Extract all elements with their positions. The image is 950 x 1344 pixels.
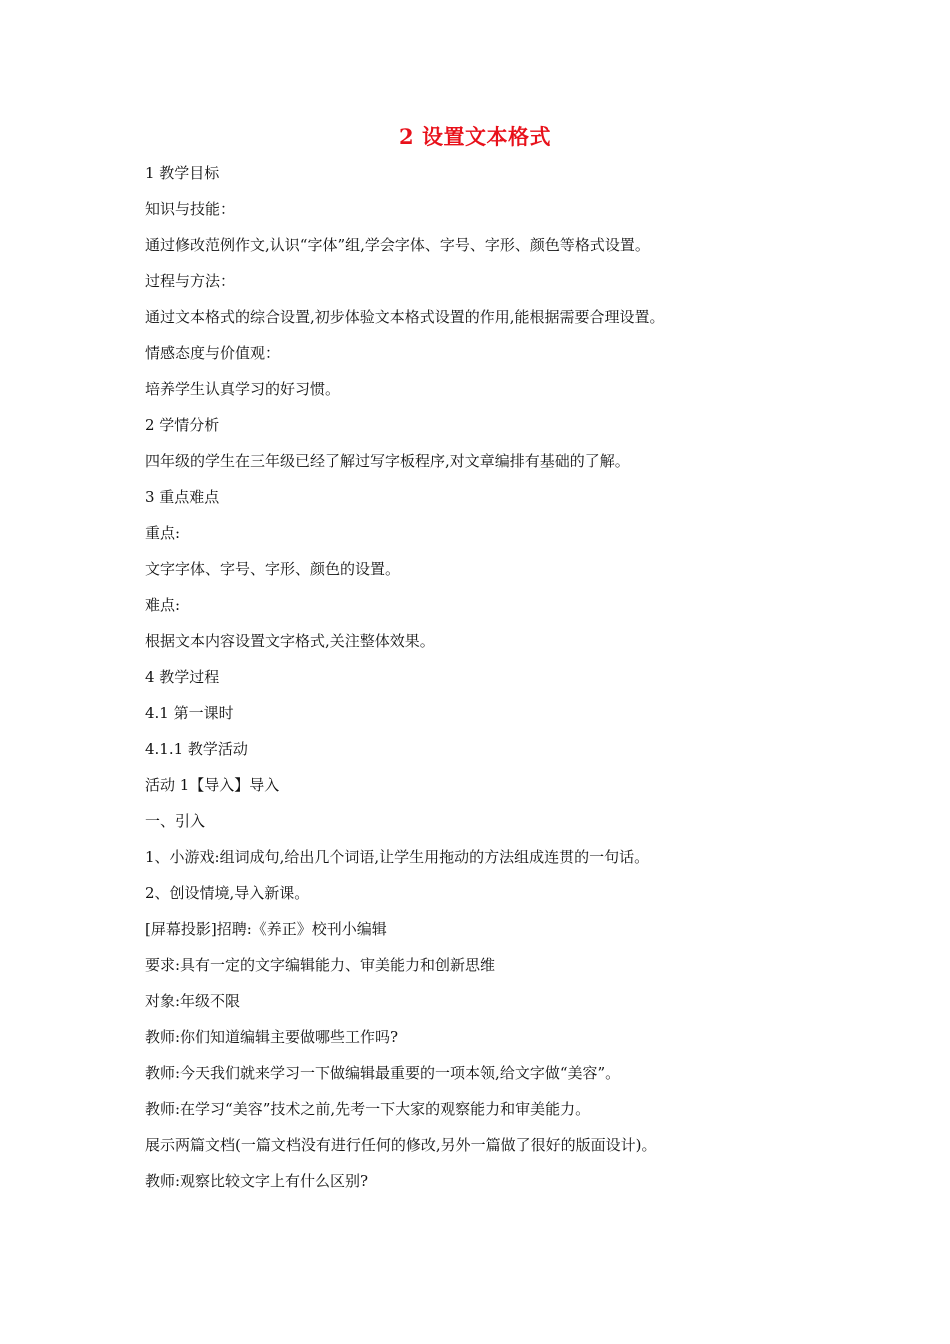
paragraph-target: 对象:年级不限 bbox=[145, 992, 241, 1010]
paragraph-process-methods: 通过文本格式的综合设置,初步体验文本格式设置的作用,能根据需要合理设置。 bbox=[145, 308, 665, 326]
paragraph-teacher-question-2: 教师:观察比较文字上有什么区别? bbox=[145, 1172, 369, 1190]
paragraph-knowledge-skills: 通过修改范例作文,认识“字体”组,学会字体、字号、字形、颜色等格式设置。 bbox=[145, 236, 650, 254]
paragraph-teacher-statement-2: 教师:在学习“美容”技术之前,先考一下大家的观察能力和审美能力。 bbox=[145, 1100, 591, 1118]
paragraph-key-point: 文字字体、字号、字形、颜色的设置。 bbox=[145, 560, 401, 578]
subheading-difficulty: 难点: bbox=[145, 596, 181, 614]
subheading-attitude-values: 情感态度与价值观： bbox=[145, 344, 281, 362]
paragraph-game: 1、小游戏:组词成句,给出几个词语,让学生用拖动的方法组成连贯的一句话。 bbox=[145, 848, 650, 866]
step-introduction: 一、引入 bbox=[145, 812, 206, 830]
paragraph-teacher-question-1: 教师:你们知道编辑主要做哪些工作吗? bbox=[145, 1028, 399, 1046]
section-heading-teaching-process: 4 教学过程 bbox=[145, 668, 220, 686]
paragraph-display-documents: 展示两篇文档(一篇文档没有进行任何的修改,另外一篇做了很好的版面设计)。 bbox=[145, 1136, 657, 1154]
activity-heading: 活动 1【导入】导入 bbox=[145, 776, 280, 794]
subheading-knowledge-skills: 知识与技能： bbox=[145, 200, 236, 218]
paragraph-requirement: 要求:具有一定的文字编辑能力、审美能力和创新思维 bbox=[145, 956, 496, 974]
paragraph-teacher-statement-1: 教师:今天我们就来学习一下做编辑最重要的一项本领,给文字做“美容”。 bbox=[145, 1064, 621, 1082]
paragraph-difficulty: 根据文本内容设置文字格式,关注整体效果。 bbox=[145, 632, 435, 650]
section-heading-key-points: 3 重点难点 bbox=[145, 488, 220, 506]
subsection-first-lesson: 4.1 第一课时 bbox=[145, 704, 234, 722]
document-body bbox=[145, 158, 825, 1202]
subheading-key-point: 重点: bbox=[145, 524, 181, 542]
section-heading-student-analysis: 2 学情分析 bbox=[145, 416, 220, 434]
paragraph-student-analysis: 四年级的学生在三年级已经了解过写字板程序,对文章编排有基础的了解。 bbox=[145, 452, 630, 470]
paragraph-attitude-values: 培养学生认真学习的好习惯。 bbox=[145, 380, 341, 398]
paragraph-scenario: 2、创设情境,导入新课。 bbox=[145, 884, 310, 902]
document-title: 2 设置文本格式 bbox=[399, 124, 551, 149]
section-heading-objectives: 1 教学目标 bbox=[145, 164, 220, 182]
paragraph-projection: [屏幕投影]招聘:《养正》校刊小编辑 bbox=[145, 920, 387, 938]
subheading-process-methods: 过程与方法： bbox=[145, 272, 236, 290]
subsection-teaching-activity: 4.1.1 教学活动 bbox=[145, 740, 248, 758]
